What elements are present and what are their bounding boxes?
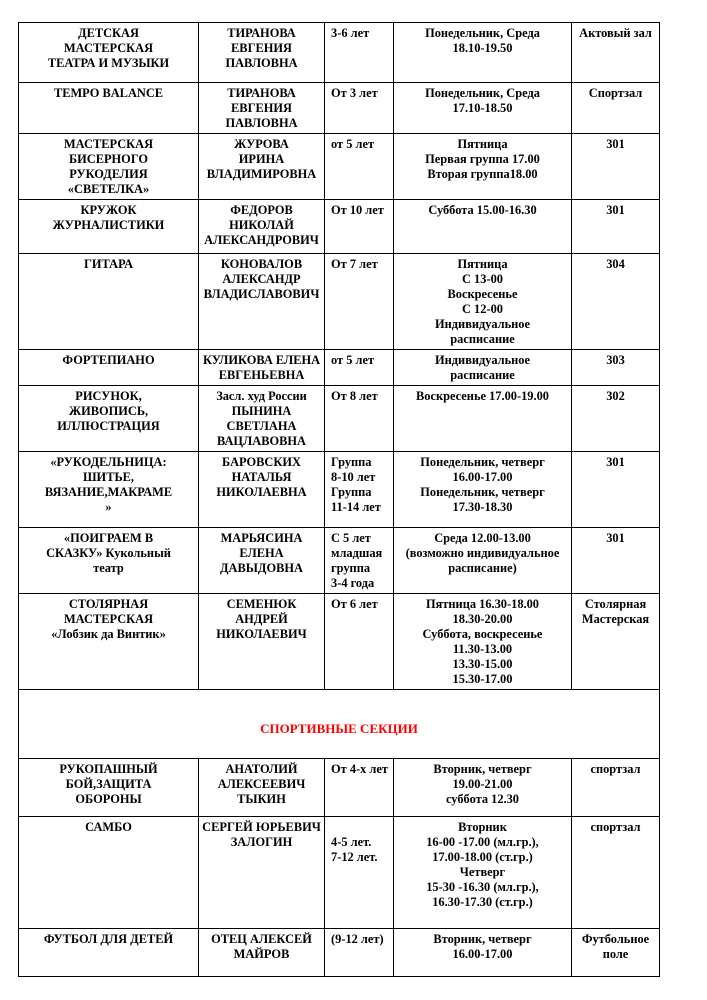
- cell-line: 7-12 лет.: [331, 850, 378, 864]
- cell-line: Индивидуальное: [435, 353, 530, 367]
- cell-line: 3-4 года: [331, 576, 375, 590]
- table-row: [19, 528, 660, 594]
- section-row: [19, 690, 660, 759]
- teacher-cell: [199, 817, 325, 929]
- cell-line: Актовый зал: [579, 26, 652, 40]
- teacher-cell: [199, 929, 325, 977]
- table-row: [19, 759, 660, 817]
- schedule-cell: [394, 528, 572, 594]
- schedule-cell: [394, 386, 572, 452]
- cell-line: ФУТБОЛ ДЛЯ ДЕТЕЙ: [43, 932, 174, 946]
- cell-line: ИРИНА: [238, 152, 285, 166]
- room-cell: [572, 929, 660, 977]
- cell-line: АЛЕКСАНДР: [222, 272, 301, 286]
- cell-line: СКАЗКУ» Кукольный: [46, 546, 171, 560]
- schedule-cell: [394, 817, 572, 929]
- teacher-cell: [199, 254, 325, 350]
- cell-line: С 13-00: [462, 272, 503, 286]
- schedule-cell: [394, 759, 572, 817]
- schedule-cell: [394, 200, 572, 254]
- club-name-cell: [19, 528, 199, 594]
- cell-line: САМБО: [85, 820, 132, 834]
- room-cell: [572, 83, 660, 134]
- teacher-cell: [199, 134, 325, 200]
- cell-line: 301: [606, 137, 625, 151]
- cell-line: КУЛИКОВА ЕЛЕНА: [202, 353, 321, 367]
- cell-line: ТИРАНОВА: [227, 86, 296, 100]
- schedule-cell: [394, 23, 572, 83]
- cell-line: «СВЕТЕЛКА»: [67, 182, 150, 196]
- cell-line: 17.00-18.00 (ст.гр.): [432, 850, 533, 864]
- cell-line: От 10 лет: [331, 203, 384, 217]
- sports-section: [19, 759, 660, 977]
- age-cell: [325, 200, 394, 254]
- cell-line: 19.00-21.00: [452, 777, 513, 791]
- cell-line: 11.30-13.00: [452, 642, 513, 656]
- room-cell: [572, 386, 660, 452]
- age-cell: [325, 528, 394, 594]
- cell-line: Воскресенье 17.00-19.00: [416, 389, 549, 403]
- club-name-cell: [19, 254, 199, 350]
- cell-line: ПАВЛОВНА: [225, 116, 298, 130]
- cell-line: Пятница 16.30-18.00: [425, 597, 540, 611]
- cell-line: 15.30-17.00: [452, 672, 513, 686]
- cell-line: От 3 лет: [331, 86, 378, 100]
- cell-line: 303: [606, 353, 625, 367]
- cell-line: СВЕТЛАНА: [226, 419, 297, 433]
- cell-line: РУКОПАШНЫЙ: [59, 762, 158, 776]
- room-cell: [572, 817, 660, 929]
- cell-line: НИКОЛАЕВНА: [216, 485, 307, 499]
- cell-line: TEMPO BALANCE: [53, 86, 164, 100]
- cell-line: «РУКОДЕЛЬНИЦА:: [50, 455, 167, 469]
- club-name-cell: [19, 23, 199, 83]
- cell-line: ФОРТЕПИАНО: [62, 353, 155, 367]
- cell-line: МАСТЕРСКАЯ: [63, 41, 154, 55]
- table-row: [19, 350, 660, 386]
- cell-line: театр: [93, 561, 124, 575]
- table-row: [19, 200, 660, 254]
- schedule-cell: [394, 83, 572, 134]
- cell-line: ВАЦЛАВОВНА: [216, 434, 306, 448]
- club-name-cell: [19, 929, 199, 977]
- age-cell: [325, 254, 394, 350]
- cell-line: Группа: [331, 485, 372, 499]
- cell-line: ПЫНИНА: [231, 404, 292, 418]
- cell-line: Засл. худ России: [216, 389, 307, 403]
- cell-line: ЕВГЕНЬЕВНА: [218, 368, 305, 382]
- age-cell: [325, 350, 394, 386]
- cell-line: МАСТЕРСКАЯ: [63, 137, 154, 151]
- cell-line: ДЕТСКАЯ: [78, 26, 139, 40]
- cell-line: МАЙРОВ: [233, 947, 290, 961]
- cell-line: СТОЛЯРНАЯ: [68, 597, 149, 611]
- cell-line: ЖУРОВА: [234, 137, 289, 151]
- teacher-cell: [199, 452, 325, 528]
- cell-line: 8-10 лет: [331, 470, 376, 484]
- cell-line: 16.00-17.00: [452, 470, 513, 484]
- club-name-cell: [19, 817, 199, 929]
- cell-line: Спортзал: [588, 86, 643, 100]
- age-cell: [325, 83, 394, 134]
- cell-line: «Лобзик да Винтик»: [51, 627, 166, 641]
- cell-line: Понедельник, Среда: [425, 86, 540, 100]
- table-row: [19, 929, 660, 977]
- teacher-cell: [199, 594, 325, 690]
- room-cell: [572, 23, 660, 83]
- teacher-cell: [199, 528, 325, 594]
- clubs-section: [19, 23, 660, 690]
- cell-line: от 5 лет: [331, 137, 375, 151]
- cell-line: ТЕАТРА И МУЗЫКИ: [47, 56, 170, 70]
- cell-line: С 5 лет: [331, 531, 371, 545]
- cell-line: ТЫКИН: [237, 792, 286, 806]
- cell-line: АЛЕКСЕЕВИЧ: [217, 777, 306, 791]
- cell-line: НИКОЛАЕВИЧ: [216, 627, 307, 641]
- cell-line: 304: [606, 257, 625, 271]
- schedule-cell: [394, 350, 572, 386]
- teacher-cell: [199, 350, 325, 386]
- table-row: [19, 386, 660, 452]
- cell-line: ЕЛЕНА: [239, 546, 284, 560]
- cell-line: ШИТЬЕ,: [82, 470, 135, 484]
- cell-line: расписание): [448, 561, 517, 575]
- age-cell: [325, 759, 394, 817]
- table-row: [19, 134, 660, 200]
- cell-line: младшая: [331, 546, 383, 560]
- cell-line: РИСУНОК,: [75, 389, 142, 403]
- cell-line: »: [105, 500, 112, 514]
- age-cell: [325, 452, 394, 528]
- room-cell: [572, 200, 660, 254]
- room-cell: [572, 452, 660, 528]
- cell-line: 16-00 -17.00 (мл.гр.),: [426, 835, 539, 849]
- club-name-cell: [19, 350, 199, 386]
- cell-line: Понедельник, четверг: [420, 485, 545, 499]
- cell-line: ЖУРНАЛИСТИКИ: [52, 218, 165, 232]
- cell-line: НАТАЛЬЯ: [231, 470, 292, 484]
- cell-line: С 12-00: [462, 302, 503, 316]
- cell-line: [331, 820, 390, 835]
- cell-line: НИКОЛАЙ: [229, 218, 294, 232]
- schedule-cell: [394, 254, 572, 350]
- cell-line: ГИТАРА: [83, 257, 134, 271]
- cell-line: ТИРАНОВА: [227, 26, 296, 40]
- room-cell: [572, 528, 660, 594]
- cell-line: ДАВЫДОВНА: [220, 561, 303, 575]
- schedule-table: [18, 22, 660, 977]
- age-cell: [325, 929, 394, 977]
- cell-line: Среда 12.00-13.00: [434, 531, 531, 545]
- cell-line: (9-12 лет): [331, 932, 384, 946]
- cell-line: БАРОВСКИХ: [222, 455, 301, 469]
- age-cell: [325, 594, 394, 690]
- cell-line: ВЛАДИМИРОВНА: [206, 167, 317, 181]
- teacher-cell: [199, 23, 325, 83]
- section-title: СПОРТИВНЫЕ СЕКЦИИ: [260, 721, 418, 736]
- cell-line: БОЙ,ЗАЩИТА: [65, 777, 152, 791]
- cell-line: 301: [606, 455, 625, 469]
- age-cell: [325, 23, 394, 83]
- cell-line: МАРЬЯСИНА: [220, 531, 303, 545]
- cell-line: РУКОДЕЛИЯ: [69, 167, 148, 181]
- club-name-cell: [19, 83, 199, 134]
- cell-line: Четверг: [459, 865, 506, 879]
- cell-line: БИСЕРНОГО: [68, 152, 149, 166]
- cell-line: 16.00-17.00: [452, 947, 513, 961]
- cell-line: 302: [606, 389, 625, 403]
- cell-line: ПАВЛОВНА: [225, 56, 298, 70]
- cell-line: 17.10-18.50: [452, 101, 513, 115]
- cell-line: Группа: [331, 455, 372, 469]
- cell-line: Вторая группа18.00: [427, 167, 538, 181]
- cell-line: (возможно индивидуальное: [405, 546, 560, 560]
- cell-line: Суббота 15.00-16.30: [428, 203, 537, 217]
- cell-line: От 6 лет: [331, 597, 378, 611]
- cell-line: От 4-х лет: [331, 762, 388, 776]
- room-cell: [572, 134, 660, 200]
- cell-line: Понедельник, Среда: [425, 26, 540, 40]
- cell-line: Вторник, четверг: [433, 762, 532, 776]
- cell-line: ЕВГЕНИЯ: [231, 101, 292, 115]
- cell-line: От 8 лет: [331, 389, 378, 403]
- cell-line: СЕМЕНЮК: [226, 597, 297, 611]
- teacher-cell: [199, 759, 325, 817]
- club-name-cell: [19, 134, 199, 200]
- cell-line: расписание: [450, 368, 515, 382]
- cell-line: ОТЕЦ АЛЕКСЕЙ: [211, 932, 312, 946]
- cell-line: Первая группа 17.00: [425, 152, 540, 166]
- cell-line: Футбольное: [581, 932, 650, 946]
- cell-line: группа: [331, 561, 371, 575]
- section-cell: [19, 690, 660, 759]
- cell-line: от 5 лет: [331, 353, 375, 367]
- schedule-cell: [394, 594, 572, 690]
- club-name-cell: [19, 386, 199, 452]
- cell-line: спортзал: [590, 762, 641, 776]
- age-cell: [325, 134, 394, 200]
- room-cell: [572, 594, 660, 690]
- cell-line: ОБОРОНЫ: [75, 792, 142, 806]
- cell-line: ФЕДОРОВ: [230, 203, 293, 217]
- room-cell: [572, 254, 660, 350]
- club-name-cell: [19, 200, 199, 254]
- cell-line: Столярная: [584, 597, 647, 611]
- cell-line: Мастерская: [581, 612, 650, 626]
- club-name-cell: [19, 594, 199, 690]
- cell-line: ЕВГЕНИЯ: [231, 41, 292, 55]
- club-name-cell: [19, 452, 199, 528]
- cell-line: 17.30-18.30: [452, 500, 513, 514]
- cell-line: АЛЕКСАНДРОВИЧ: [204, 233, 319, 247]
- cell-line: 18.10-19.50: [452, 41, 513, 55]
- cell-line: КОНОВАЛОВ: [220, 257, 303, 271]
- schedule-cell: [394, 134, 572, 200]
- cell-line: 301: [606, 203, 625, 217]
- cell-line: 16.30-17.30 (ст.гр.): [432, 895, 533, 909]
- cell-line: 15-30 -16.30 (мл.гр.),: [426, 880, 539, 894]
- cell-line: ЖИВОПИСЬ,: [68, 404, 149, 418]
- teacher-cell: [199, 83, 325, 134]
- cell-line: ИЛЛЮСТРАЦИЯ: [57, 419, 160, 433]
- cell-line: поле: [602, 947, 629, 961]
- table-row: [19, 23, 660, 83]
- cell-line: «ПОИГРАЕМ В: [63, 531, 154, 545]
- cell-line: расписание: [450, 332, 515, 346]
- sports-header-section: [19, 690, 660, 759]
- cell-line: суббота 12.30: [445, 792, 520, 806]
- room-cell: [572, 759, 660, 817]
- cell-line: АНДРЕЙ: [235, 612, 288, 626]
- cell-line: 3-6 лет: [331, 26, 370, 40]
- cell-line: Суббота, воскресенье: [422, 627, 543, 641]
- cell-line: ЗАЛОГИН: [230, 835, 293, 849]
- table-row: [19, 83, 660, 134]
- room-cell: [572, 350, 660, 386]
- age-cell: [325, 386, 394, 452]
- teacher-cell: [199, 200, 325, 254]
- cell-line: Понедельник, четверг: [420, 455, 545, 469]
- table-row: [19, 452, 660, 528]
- table-row: [19, 594, 660, 690]
- cell-line: КРУЖОК: [80, 203, 137, 217]
- cell-line: спортзал: [590, 820, 641, 834]
- cell-line: Вторник: [458, 820, 507, 834]
- cell-line: Воскресенье: [447, 287, 518, 301]
- cell-line: 11-14 лет: [331, 500, 381, 514]
- cell-line: Вторник, четверг: [433, 932, 532, 946]
- teacher-cell: [199, 386, 325, 452]
- cell-line: МАСТЕРСКАЯ: [63, 612, 154, 626]
- cell-line: Индивидуальное: [435, 317, 530, 331]
- age-cell: [325, 817, 394, 929]
- cell-line: 13.30-15.00: [452, 657, 513, 671]
- club-name-cell: [19, 759, 199, 817]
- table-row: [19, 254, 660, 350]
- cell-line: 18.30-20.00: [452, 612, 513, 626]
- cell-line: АНАТОЛИЙ: [225, 762, 298, 776]
- cell-line: От 7 лет: [331, 257, 378, 271]
- cell-line: 301: [606, 531, 625, 545]
- cell-line: ВЯЗАНИЕ,МАКРАМЕ: [44, 485, 173, 499]
- cell-line: 4-5 лет.: [331, 835, 372, 849]
- cell-line: СЕРГЕЙ ЮРЬЕВИЧ: [202, 820, 321, 834]
- schedule-cell: [394, 452, 572, 528]
- cell-line: Пятница: [457, 137, 508, 151]
- table-row: [19, 817, 660, 929]
- cell-line: ВЛАДИСЛАВОВИЧ: [203, 287, 320, 301]
- schedule-cell: [394, 929, 572, 977]
- cell-line: Пятница: [457, 257, 508, 271]
